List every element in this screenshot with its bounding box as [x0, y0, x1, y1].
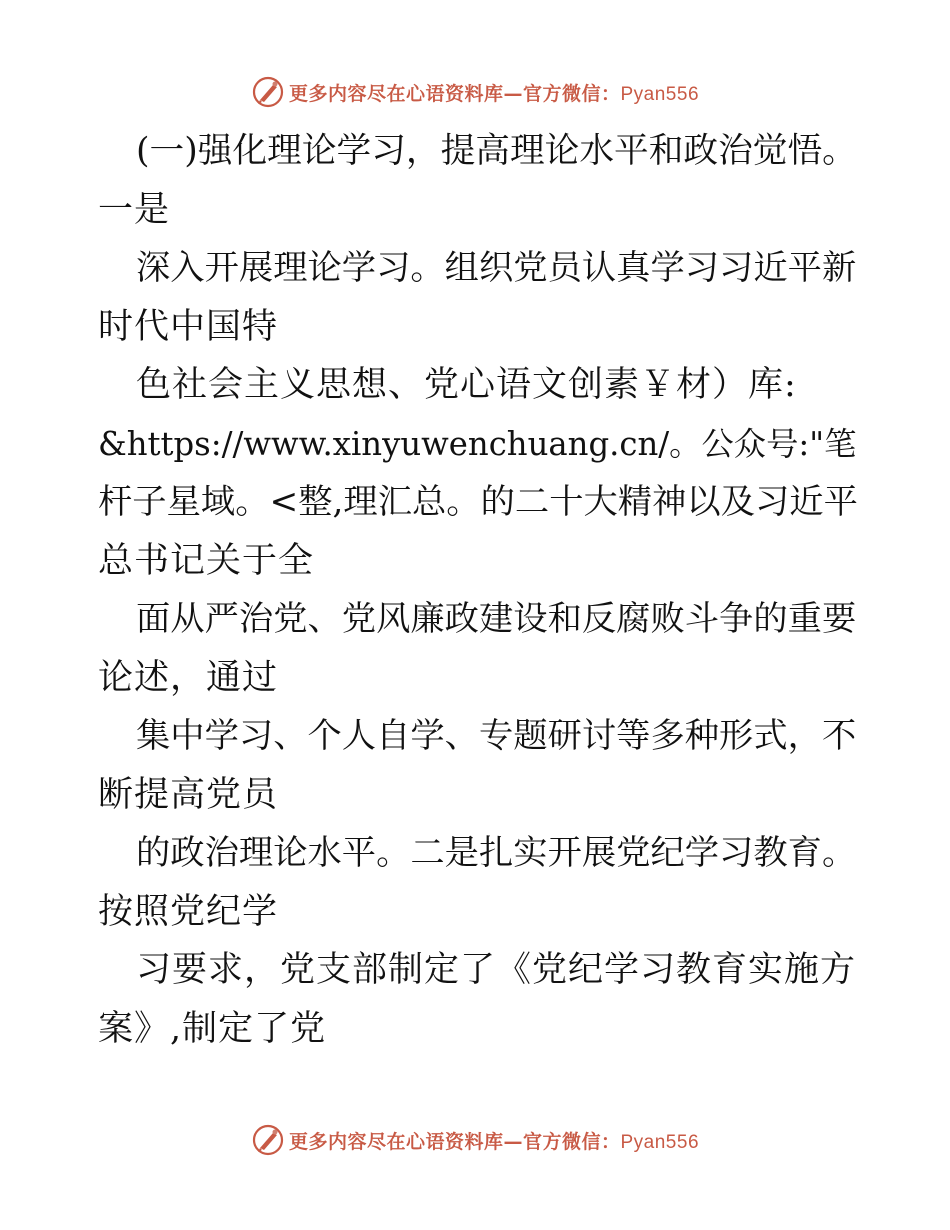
- text-line: 深入开展理论学习。组织党员认真学习习近平新: [136, 248, 857, 288]
- footer-watermark: [0, 1120, 950, 1160]
- text-line: &https://www.xinyuwenchuang.cn/。公众号:"笔: [98, 424, 857, 463]
- text-line: 断提高党员: [98, 774, 279, 815]
- text-line: 论述，通过: [98, 657, 279, 698]
- text-line: 总书记关于全: [98, 540, 315, 581]
- watermark-text: 更多内容尽在心语资料库—官方微信：Pyan556: [288, 82, 700, 105]
- text-line: 一是: [98, 189, 171, 230]
- text-line: 案》,制定了党: [98, 1008, 327, 1049]
- text-line: 的政治理论水平。二是扎实开展党纪学习教育。: [136, 833, 857, 873]
- text-line: 面从严治党、党风廉政建设和反腐败斗争的重要: [136, 599, 857, 639]
- quill-pen-logo-icon: [251, 75, 285, 109]
- header-watermark: [0, 72, 950, 112]
- text-line: 习要求，党支部制定了《党纪学习教育实施方: [136, 950, 857, 990]
- text-line: 集中学习、个人自学、专题研讨等多种形式，不: [136, 716, 857, 756]
- text-line: 色社会主义思想、党心语文创素￥材）库:: [136, 365, 797, 405]
- text-line: (一)强化理论学习，提高理论水平和政治觉悟。: [136, 131, 857, 171]
- document-body: [98, 122, 858, 1058]
- text-line: 按照党纪学: [98, 891, 279, 932]
- text-line: 时代中国特: [98, 306, 279, 347]
- quill-pen-logo-icon: [251, 1123, 285, 1157]
- watermark-text: 更多内容尽在心语资料库—官方微信：Pyan556: [288, 1130, 700, 1153]
- text-line: 杆子星域。<整,理汇总。的二十大精神以及习近平: [98, 482, 858, 522]
